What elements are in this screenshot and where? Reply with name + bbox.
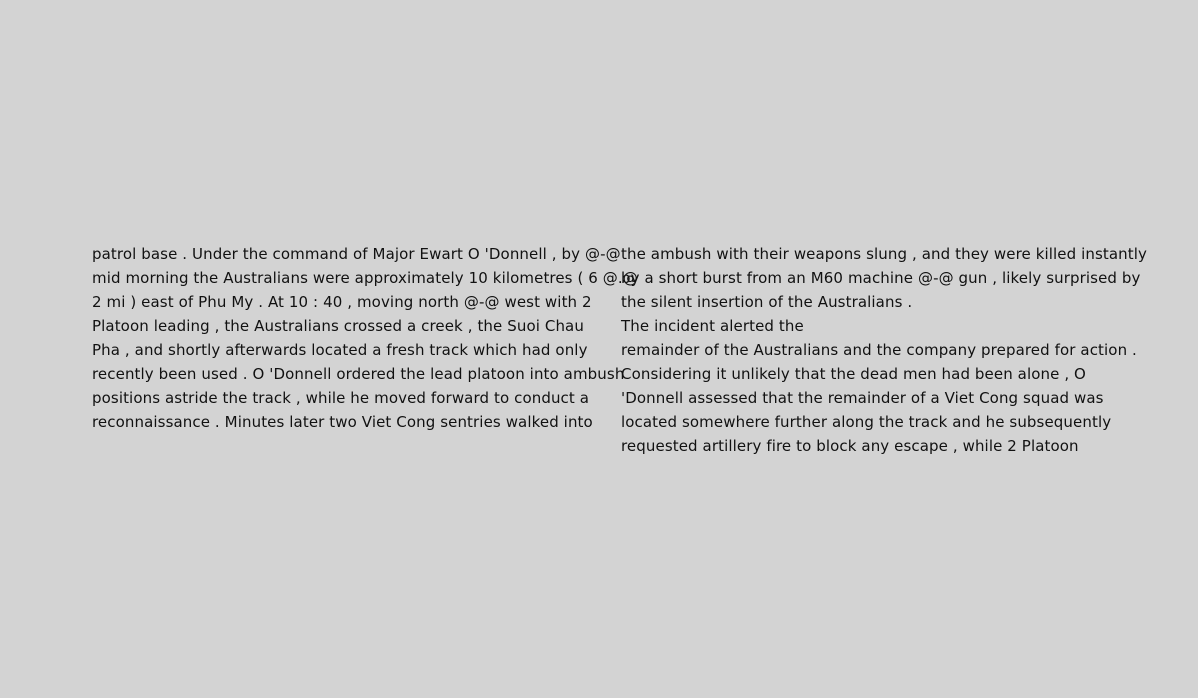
text-line: reconnaissance . Minutes later two Viet Cong sentries walked into bbox=[92, 413, 593, 431]
text-line: Platoon leading , the Australians crossed a creek , the Suoi Chau bbox=[92, 317, 584, 335]
text-line: Considering it unlikely that the dead men had been alone , O bbox=[621, 365, 1086, 383]
text-line: recently been used . O 'Donnell ordered the lead platoon into ambush bbox=[92, 365, 625, 383]
text-line: 'Donnell assessed that the remainder of a Viet Cong squad was bbox=[621, 389, 1104, 407]
text-line: 2 mi ) east of Phu My . At 10 : 40 , moving north @-@ west with 2 bbox=[92, 293, 592, 311]
right-text-column bbox=[621, 242, 1161, 458]
text-line: located somewhere further along the track and he subsequently bbox=[621, 413, 1112, 431]
text-line: patrol base . Under the command of Major Ewart O 'Donnell , by @-@ bbox=[92, 245, 621, 263]
text-line: requested artillery fire to block any escape , while 2 Platoon bbox=[621, 437, 1079, 455]
text-line: positions astride the track , while he moved forward to conduct a bbox=[92, 389, 590, 407]
left-text-column bbox=[92, 242, 638, 434]
text-line: The incident alerted the bbox=[621, 317, 804, 335]
text-line: Pha , and shortly afterwards located a fresh track which had only bbox=[92, 341, 588, 359]
text-line: by a short burst from an M60 machine @-@ gun , likely surprised by bbox=[621, 269, 1141, 287]
text-line: remainder of the Australians and the company prepared for action . bbox=[621, 341, 1137, 359]
text-line: the silent insertion of the Australians . bbox=[621, 293, 913, 311]
text-line: the ambush with their weapons slung , and they were killed instantly bbox=[621, 245, 1147, 263]
text-line: mid morning the Australians were approximately 10 kilometres ( 6 @.@ bbox=[92, 269, 638, 287]
